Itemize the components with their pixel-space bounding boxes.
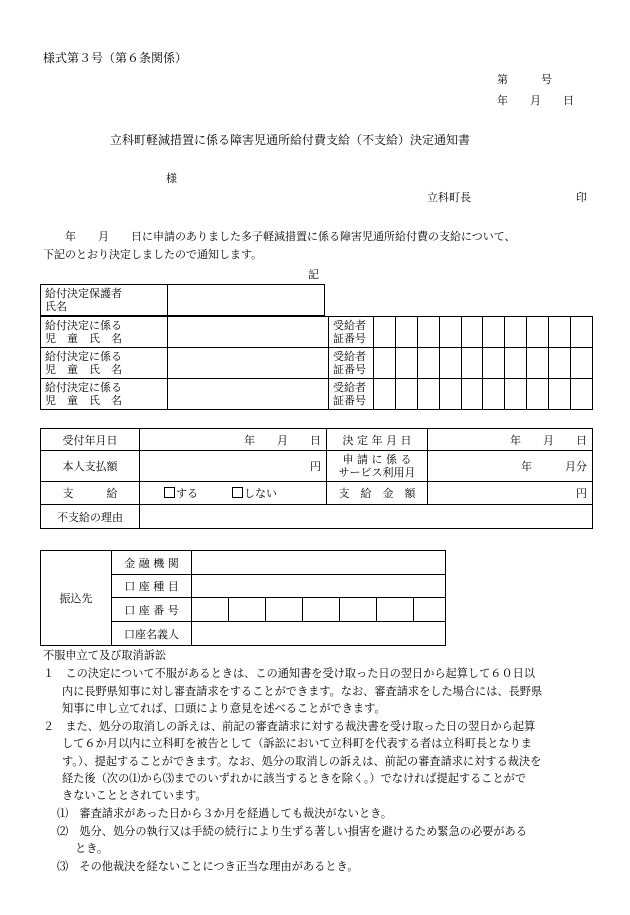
cert-digit[interactable] xyxy=(461,379,483,410)
cert-digit[interactable] xyxy=(374,379,396,410)
cert-digit[interactable] xyxy=(571,379,593,410)
child-row xyxy=(41,348,593,379)
no-grant-checkbox[interactable]: しない xyxy=(232,487,277,500)
cert-digit[interactable] xyxy=(527,379,549,410)
cert-digit[interactable] xyxy=(374,348,396,379)
intro-line-2: 下記のとおり決定しましたので通知します。 xyxy=(43,248,263,261)
child-table xyxy=(40,316,593,410)
child-row xyxy=(41,379,593,410)
service-month-label: 申 請 に 係 る サービス利用月 xyxy=(327,451,428,482)
bank-field[interactable] xyxy=(192,551,446,575)
account-digit[interactable] xyxy=(229,598,266,622)
account-holder-label: 口座名義人 xyxy=(112,622,192,646)
decision-table xyxy=(40,428,593,529)
cert-digit[interactable] xyxy=(549,379,571,410)
cert-digit[interactable] xyxy=(527,348,549,379)
note-line: ２ また、処分の取消しの訴えは、前記の審査請求に対する裁決書を受け取った日の翌日から起算 xyxy=(43,720,536,733)
cert-digit[interactable] xyxy=(439,317,461,348)
cert-digit[interactable] xyxy=(505,348,527,379)
cert-digit[interactable] xyxy=(483,317,505,348)
note-line: 内に長野県知事に対し審査請求をすることができます。なお、審査請求をした場合には、長野県 xyxy=(62,685,543,698)
checkbox-icon xyxy=(164,487,175,498)
checkbox-icon xyxy=(232,487,243,498)
grant-checkbox[interactable]: する xyxy=(164,487,198,500)
addressee-suffix: 様 xyxy=(166,172,177,185)
note-line: して６か月以内に立科町を被告として（訴訟において立科町を代表する者は立科町長となりま xyxy=(62,737,532,750)
cert-digit[interactable] xyxy=(527,317,549,348)
account-number-label: 口 座 番 号 xyxy=(112,598,192,622)
child-label: 給付決定に係る 児 童 氏 名 xyxy=(41,317,168,348)
account-digit[interactable] xyxy=(192,598,229,622)
account-digit[interactable] xyxy=(303,598,340,622)
cert-digit[interactable] xyxy=(374,317,396,348)
note-line: 経た後（次の⑴から⑶までのいずれかに該当するときを除く。）でなければ提起することがで xyxy=(62,772,527,785)
note-line: ⑶ その他裁決を経ないことにつき正当な理由があるとき。 xyxy=(57,860,359,873)
note-line: ⑵ 処分、処分の執行又は手続の続行により生ずる著しい損害を避けるため緊急の必要がある xyxy=(57,825,527,838)
guardian-name-field[interactable] xyxy=(168,285,325,316)
grant-options xyxy=(140,482,327,505)
grant-amount-field[interactable]: 円 xyxy=(428,482,593,505)
cert-digit[interactable] xyxy=(571,348,593,379)
cert-digit[interactable] xyxy=(439,348,461,379)
payment-amount-field[interactable]: 円 xyxy=(140,451,327,482)
issuer-name: 立科町長 xyxy=(427,191,471,204)
account-digit[interactable] xyxy=(377,598,414,622)
account-digit[interactable] xyxy=(266,598,303,622)
bank-label: 金 融 機 関 xyxy=(112,551,192,575)
cert-digit[interactable] xyxy=(505,379,527,410)
notes-heading: 不服申立て及び取消訴訟 xyxy=(43,649,167,662)
document-title: 立科町軽減措置に係る障害児通所給付費支給（不支給）決定通知書 xyxy=(110,133,471,147)
decision-date-label: 決 定 年 月 日 xyxy=(327,429,428,451)
non-grant-reason-field[interactable] xyxy=(140,505,593,529)
certificate-label: 受給者 証番号 xyxy=(329,317,374,348)
cert-digit[interactable] xyxy=(395,379,417,410)
guardian-label: 給付決定保護者 氏名 xyxy=(41,285,168,316)
document-date: 年 月 日 xyxy=(497,94,574,107)
cert-digit[interactable] xyxy=(483,379,505,410)
non-grant-reason-label: 不支給の理由 xyxy=(41,505,140,529)
cert-digit[interactable] xyxy=(395,317,417,348)
child-label: 給付決定に係る 児 童 氏 名 xyxy=(41,379,168,410)
account-digit[interactable] xyxy=(340,598,377,622)
seal-mark: 印 xyxy=(576,191,587,204)
child-name-field[interactable] xyxy=(168,379,329,410)
child-label: 給付決定に係る 児 童 氏 名 xyxy=(41,348,168,379)
note-line: １ この決定について不服があるときは、この通知書を受け取った日の翌日から起算して６０日以 xyxy=(43,667,536,680)
cert-digit[interactable] xyxy=(417,317,439,348)
cert-digit[interactable] xyxy=(505,317,527,348)
intro-line-1: 年 月 日に申請のありました多子軽減措置に係る障害児通所給付費の支給について、 xyxy=(43,230,516,243)
note-line: ⑴ 審査請求があった日から３か月を経過しても裁決がないとき。 xyxy=(57,807,393,820)
note-line: 知事に申し立てれば、口頭により意見を述べることができます。 xyxy=(62,702,386,715)
form-label: 様式第３号（第６条関係） xyxy=(43,51,188,65)
guardian-table xyxy=(40,284,325,316)
decision-date-field[interactable]: 年 月 日 xyxy=(428,429,593,451)
account-type-label: 口 座 種 目 xyxy=(112,575,192,598)
cert-digit[interactable] xyxy=(417,348,439,379)
certificate-label: 受給者 証番号 xyxy=(329,379,374,410)
account-holder-field[interactable] xyxy=(192,622,446,646)
cert-digit[interactable] xyxy=(461,317,483,348)
document-number: 第 号 xyxy=(497,73,552,86)
cert-digit[interactable] xyxy=(571,317,593,348)
cert-digit[interactable] xyxy=(395,348,417,379)
transfer-label: 振込先 xyxy=(41,551,112,646)
grant-label: 支 給 xyxy=(41,482,140,505)
cert-digit[interactable] xyxy=(439,379,461,410)
child-row xyxy=(41,317,593,348)
child-name-field[interactable] xyxy=(168,348,329,379)
note-line: きないこととされています。 xyxy=(62,789,207,802)
service-month-field[interactable]: 年 月分 xyxy=(428,451,593,482)
note-line: とき。 xyxy=(75,842,109,855)
cert-digit[interactable] xyxy=(549,348,571,379)
ki-label: 記 xyxy=(308,268,319,281)
cert-digit[interactable] xyxy=(483,348,505,379)
payment-amount-label: 本人支払額 xyxy=(41,451,140,482)
transfer-table xyxy=(40,550,446,646)
cert-digit[interactable] xyxy=(549,317,571,348)
account-digit[interactable] xyxy=(414,598,446,622)
cert-digit[interactable] xyxy=(417,379,439,410)
child-name-field[interactable] xyxy=(168,317,329,348)
received-date-field[interactable]: 年 月 日 xyxy=(140,429,327,451)
note-line: す。）、提起することができます。なお、処分の取消しの訴えは、前記の審査請求に対する裁決を xyxy=(62,755,542,768)
account-type-field[interactable] xyxy=(192,575,446,598)
received-date-label: 受付年月日 xyxy=(41,429,140,451)
cert-digit[interactable] xyxy=(461,348,483,379)
grant-amount-label: 支 給 金 額 xyxy=(327,482,428,505)
certificate-label: 受給者 証番号 xyxy=(329,348,374,379)
